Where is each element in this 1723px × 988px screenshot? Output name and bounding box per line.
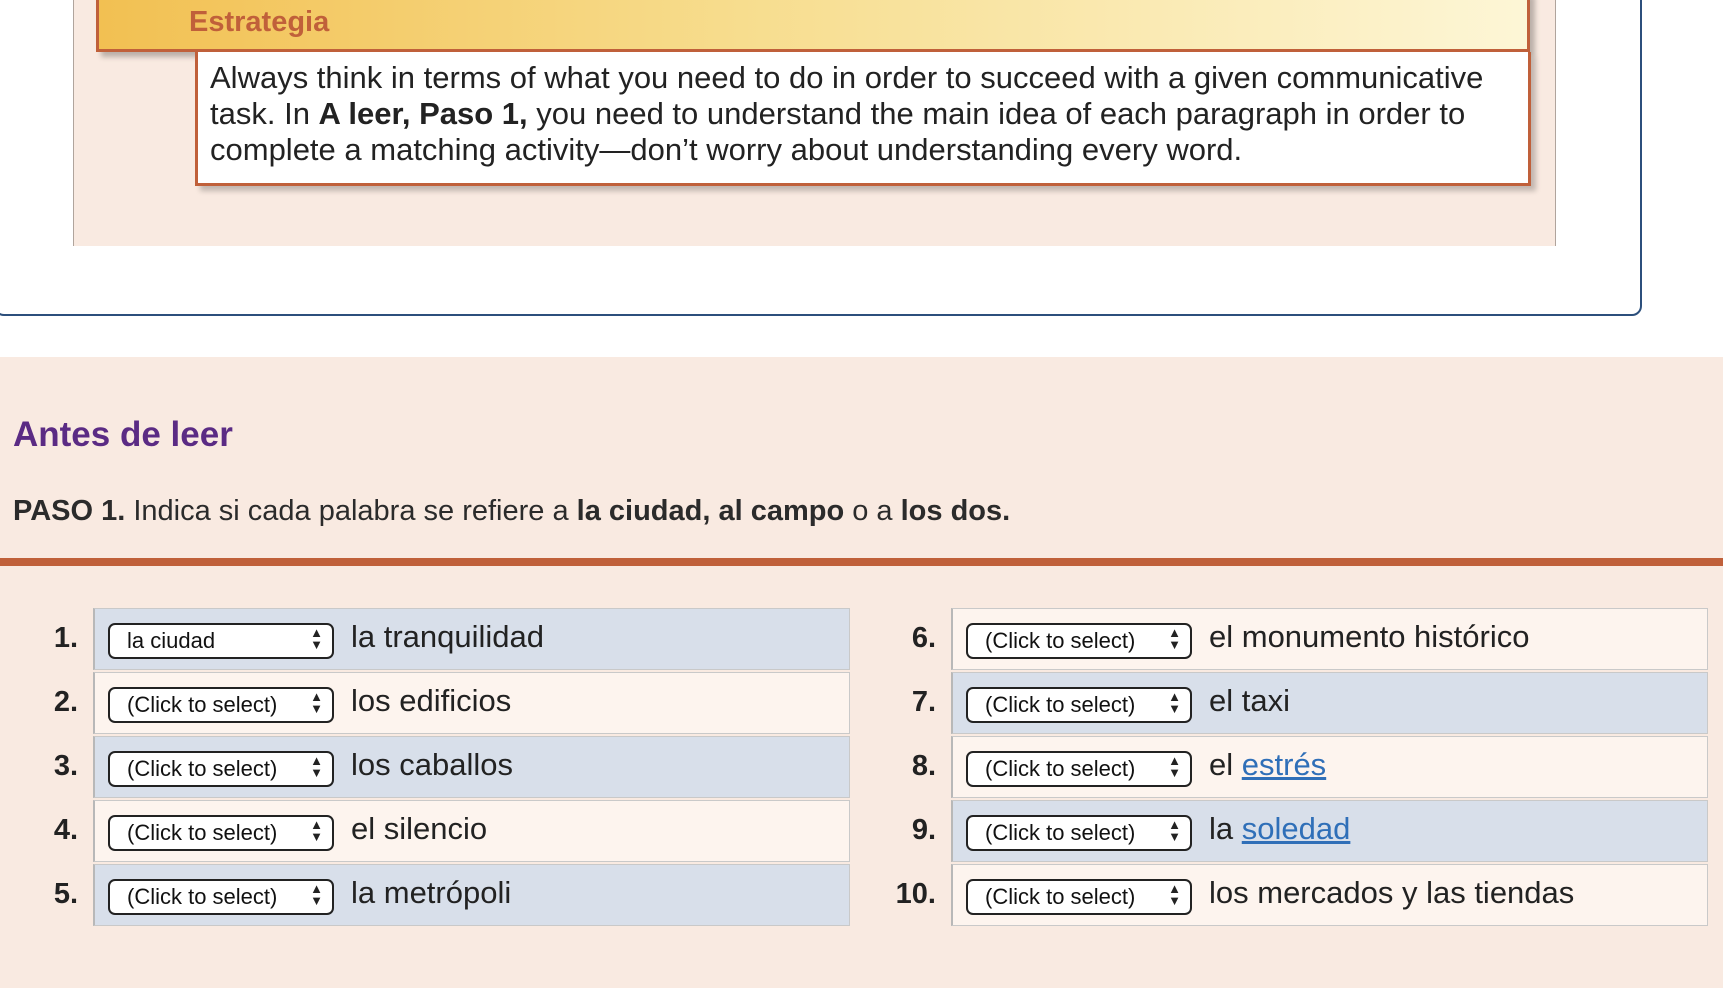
vocab-word: el taxi: [1209, 683, 1290, 718]
item-number: 1.: [53, 622, 78, 654]
select-value: (Click to select): [127, 756, 278, 781]
item-cell: [93, 608, 850, 670]
item-number: 10.: [895, 878, 936, 910]
item-cell: [951, 800, 1708, 862]
vocab-word: [1209, 747, 1326, 783]
instruction-bold2: los dos.: [900, 495, 1011, 527]
item-cell: [93, 672, 850, 734]
answer-select[interactable]: [966, 687, 1192, 723]
list-item: [0, 608, 850, 672]
vocab-link-soledad[interactable]: soledad: [1241, 811, 1351, 846]
items-right-column: [858, 608, 1708, 928]
answer-select[interactable]: [108, 879, 334, 915]
item-number: 8.: [911, 750, 936, 782]
answer-select[interactable]: [108, 751, 334, 787]
item-cell: [951, 672, 1708, 734]
answer-select[interactable]: [108, 623, 334, 659]
list-item: [0, 672, 850, 736]
select-arrows-icon: ▲ ▼: [1168, 753, 1181, 780]
item-cell: [951, 736, 1708, 798]
item-number: 4.: [53, 814, 78, 846]
list-item: [858, 800, 1708, 864]
answer-select[interactable]: [108, 815, 334, 851]
answer-select[interactable]: [966, 879, 1192, 915]
select-arrows-icon: ▲ ▼: [1168, 881, 1181, 908]
paso-label: PASO 1.: [13, 495, 126, 527]
item-cell: [93, 736, 850, 798]
select-arrows-icon: ▲ ▼: [310, 817, 323, 844]
answer-select[interactable]: [966, 815, 1192, 851]
item-cell: [93, 800, 850, 862]
vocab-link-estres[interactable]: estrés: [1241, 747, 1327, 782]
select-value: (Click to select): [985, 692, 1136, 717]
strategy-card: [0, 0, 1642, 316]
select-value: (Click to select): [127, 820, 278, 845]
strategy-title: Estrategia: [189, 6, 330, 38]
item-cell: [93, 864, 850, 926]
item-cell: [951, 608, 1708, 670]
vocab-word: la metrópoli: [351, 875, 512, 910]
strategy-header: [96, 0, 1530, 52]
vocab-word: el silencio: [351, 811, 488, 846]
instruction-bold1: la ciudad, al campo: [576, 495, 845, 527]
item-number: 3.: [53, 750, 78, 782]
instruction-part2: o a: [844, 495, 901, 527]
section-title: Antes de leer: [13, 415, 233, 454]
strategy-text-part2: you need to understand the main idea of each paragraph in order to complete a matching activity—don’t worry about understanding every word.: [210, 96, 1466, 167]
activity-section: [0, 357, 1723, 988]
item-number: 5.: [53, 878, 78, 910]
vocab-word: la tranquilidad: [351, 619, 545, 654]
vocab-article: el: [1209, 747, 1234, 782]
strategy-text: [195, 52, 1531, 186]
list-item: [858, 736, 1708, 800]
list-item: [858, 864, 1708, 928]
list-item: [858, 608, 1708, 672]
vocab-word: [1209, 811, 1350, 847]
strategy-text-bold: A leer, Paso 1,: [318, 96, 528, 131]
item-number: 9.: [911, 814, 936, 846]
select-value: la ciudad: [127, 628, 216, 653]
item-number: 2.: [53, 686, 78, 718]
select-arrows-icon: ▲ ▼: [310, 753, 323, 780]
answer-select[interactable]: [966, 623, 1192, 659]
vocab-word: los edificios: [351, 683, 512, 718]
vocab-word: el monumento histórico: [1209, 619, 1530, 654]
vocab-word: los mercados y las tiendas: [1209, 875, 1575, 910]
select-value: (Click to select): [127, 884, 278, 909]
item-cell: [951, 864, 1708, 926]
select-value: (Click to select): [985, 628, 1136, 653]
select-value: (Click to select): [985, 820, 1136, 845]
instruction-part1: Indica si cada palabra se refiere a: [125, 495, 577, 527]
divider: [0, 558, 1723, 566]
list-item: [0, 864, 850, 928]
list-item: [858, 672, 1708, 736]
instructions: [13, 495, 1010, 528]
select-arrows-icon: ▲ ▼: [310, 689, 323, 716]
item-number: 7.: [911, 686, 936, 718]
select-arrows-icon: ▲ ▼: [1168, 625, 1181, 652]
select-arrows-icon: ▲ ▼: [310, 881, 323, 908]
select-value: (Click to select): [985, 756, 1136, 781]
select-arrows-icon: ▲ ▼: [1168, 817, 1181, 844]
select-arrows-icon: ▲ ▼: [310, 625, 323, 652]
list-item: [0, 800, 850, 864]
list-item: [0, 736, 850, 800]
strategy-text-part1: Always think in terms of what you need to do in order to succeed with a given communicative task. In: [210, 60, 1484, 131]
select-value: (Click to select): [127, 692, 278, 717]
vocab-word: los caballos: [351, 747, 513, 782]
item-number: 6.: [911, 622, 936, 654]
answer-select[interactable]: [966, 751, 1192, 787]
vocab-article: la: [1209, 811, 1234, 846]
items-left-column: [0, 608, 850, 928]
select-value: (Click to select): [985, 884, 1136, 909]
select-arrows-icon: ▲ ▼: [1168, 689, 1181, 716]
answer-select[interactable]: [108, 687, 334, 723]
